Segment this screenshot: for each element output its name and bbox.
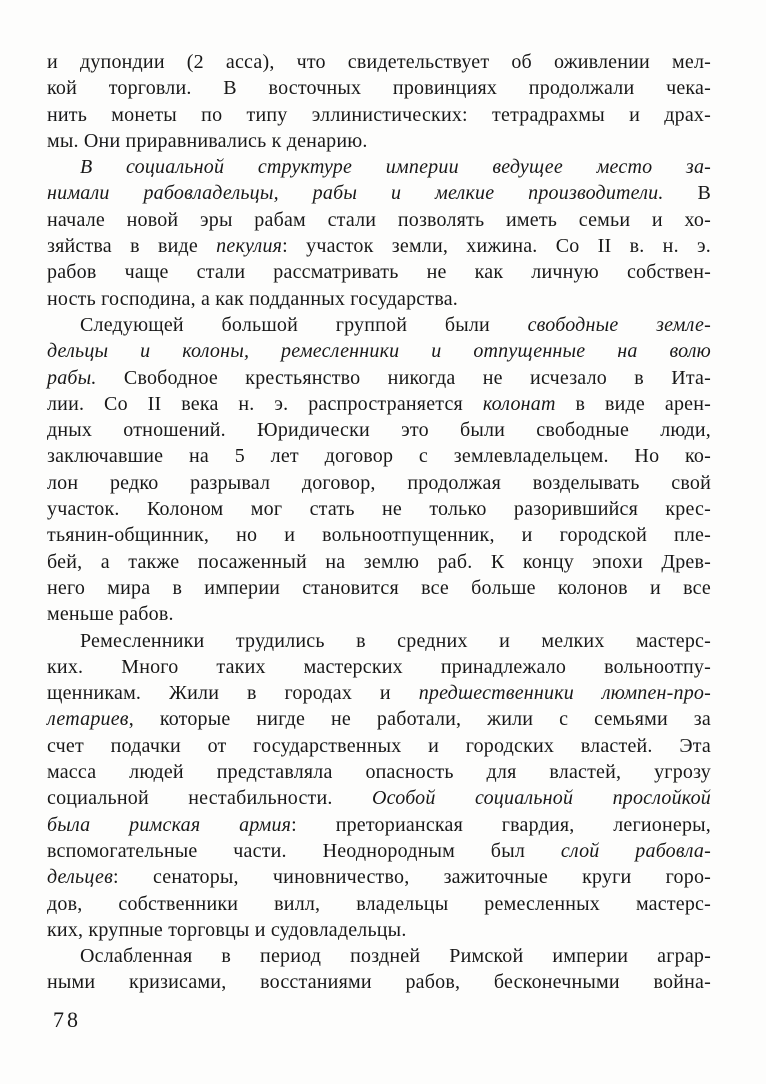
italic-text-segment: дельцы и колоны, ремесленники и отпущенные на волю (47, 340, 711, 363)
text-line (47, 733, 711, 759)
italic-text-segment: была римская армия (47, 813, 292, 836)
text-segment: бей, а также посаженный на землю раб. К концу эпохи Древ- (47, 550, 711, 573)
text-segment: масса людей представляла опасность для властей, угрозу (47, 761, 711, 784)
text-line (47, 233, 711, 259)
text-segment: кой торговли. В восточных провинциях продолжали чека- (47, 77, 711, 100)
text-segment: ность господина, а как подданных государства. (47, 287, 458, 310)
text-line (47, 891, 711, 917)
text-line (47, 575, 711, 601)
italic-text-segment: пекулия (216, 235, 283, 258)
text-line (47, 628, 711, 654)
text-line (47, 470, 711, 496)
text-segment: рабов чаще стали рассматривать не как личную собствен- (47, 261, 711, 284)
text-line (47, 522, 711, 548)
text-segment: щенникам. Жили в городах и (47, 682, 419, 705)
text-line (47, 864, 711, 890)
text-line (47, 917, 711, 943)
text-segment: социальной нестабильности. (47, 787, 373, 810)
text-segment: Следующей большой группой были (80, 313, 528, 336)
italic-text-segment: слой рабовла- (560, 839, 711, 862)
text-segment: лии. Со II века н. э. распространяется (47, 392, 483, 415)
text-segment: него мира в империи становится все больше колонов и все (47, 576, 711, 599)
text-line (47, 312, 711, 338)
text-line (47, 601, 711, 627)
text-line (47, 443, 711, 469)
text-segment: ких, крупные торговцы и судовладельцы. (47, 918, 407, 941)
text-segment: ными кризисами, восстаниями рабов, бесконечными война- (47, 971, 711, 994)
text-line (47, 549, 711, 575)
text-segment: в виде арен- (555, 392, 711, 415)
italic-text-segment: дельцев (47, 866, 114, 889)
italic-text-segment: нимали рабовладельцы, рабы и мелкие производители. (47, 182, 664, 205)
text-line (47, 838, 711, 864)
text-line (47, 365, 711, 391)
text-segment: участок. Колоном мог стать не только разорившийся крес- (47, 498, 711, 521)
text-segment: В (663, 182, 711, 205)
text-line (47, 128, 711, 154)
paragraph (47, 628, 711, 944)
italic-text-segment: Особой социальной прослойкой (372, 787, 712, 810)
text-line (47, 706, 711, 732)
italic-text-segment: свободные земле- (527, 313, 711, 336)
text-segment: ких. Много таких мастерских принадлежало вольноотпу- (47, 655, 711, 678)
text-line (47, 391, 711, 417)
text-line (47, 759, 711, 785)
text-segment: счет подачки от государственных и городских властей. Эта (47, 734, 711, 757)
text-segment: вспомогательные части. Неоднородным был (47, 839, 561, 862)
italic-text-segment: летариев (47, 708, 129, 731)
text-line (47, 207, 711, 233)
text-line (47, 969, 711, 995)
text-segment: заключавшие на 5 лет договор с землевладельцем. Но ко- (47, 445, 711, 468)
text-segment: , которые нигде не работали, жили с семьями за (128, 708, 711, 731)
text-line (47, 180, 711, 206)
text-segment: зяйства в виде (47, 235, 217, 258)
text-line (47, 785, 711, 811)
text-segment: : сенаторы, чиновничество, зажиточные круги горо- (113, 866, 711, 889)
text-line (47, 417, 711, 443)
paragraph (47, 312, 711, 628)
text-segment: : преторианская гвардия, легионеры, (291, 813, 711, 836)
text-line (47, 496, 711, 522)
italic-text-segment: В социальной структуре империи ведущее место за- (80, 156, 711, 179)
italic-text-segment: предшественники люмпен-про- (418, 682, 711, 705)
text-segment: : участок земли, хижина. Со II в. н. э. (282, 235, 711, 258)
paragraph (47, 943, 711, 996)
italic-text-segment: колонат (482, 392, 556, 415)
text-segment: Свободное крестьянство никогда не исчезало в Ита- (96, 366, 711, 389)
text-line (47, 286, 711, 312)
text-segment: Ослабленная в период поздней Римской империи аграр- (80, 945, 711, 968)
text-segment: меньше рабов. (47, 603, 174, 626)
text-block (47, 49, 711, 996)
page-number: 78 (53, 1007, 81, 1032)
text-line (47, 102, 711, 128)
paragraph (47, 154, 711, 312)
text-line (47, 654, 711, 680)
text-line (47, 812, 711, 838)
text-segment: и дупондии (2 асса), что свидетельствует об оживлении мел- (47, 51, 711, 73)
text-segment: дных отношений. Юридически это были свободные люди, (47, 419, 711, 442)
text-line (47, 943, 711, 969)
text-segment: начале новой эры рабам стали позволять иметь семьи и хо- (47, 208, 711, 231)
text-segment: тьянин-общинник, но и вольноотпущенник, и городской пле- (47, 524, 711, 547)
text-line (47, 49, 711, 75)
italic-text-segment: рабы. (47, 366, 97, 389)
text-segment: дов, собственники вилл, владельцы ремесленных мастерс- (47, 892, 711, 915)
text-segment: лон редко разрывал договор, продолжая возделывать свой (47, 471, 711, 494)
text-line (47, 680, 711, 706)
text-segment: мы. Они приравнивались к денарию. (47, 129, 368, 152)
text-line (47, 259, 711, 285)
text-segment: Ремесленники трудились в средних и мелких мастерс- (80, 629, 711, 652)
paragraph (47, 49, 711, 154)
text-line (47, 154, 711, 180)
text-line (47, 338, 711, 364)
text-segment: нить монеты по типу эллинистических: тетрадрахмы и драх- (47, 103, 711, 126)
text-line (47, 75, 711, 101)
